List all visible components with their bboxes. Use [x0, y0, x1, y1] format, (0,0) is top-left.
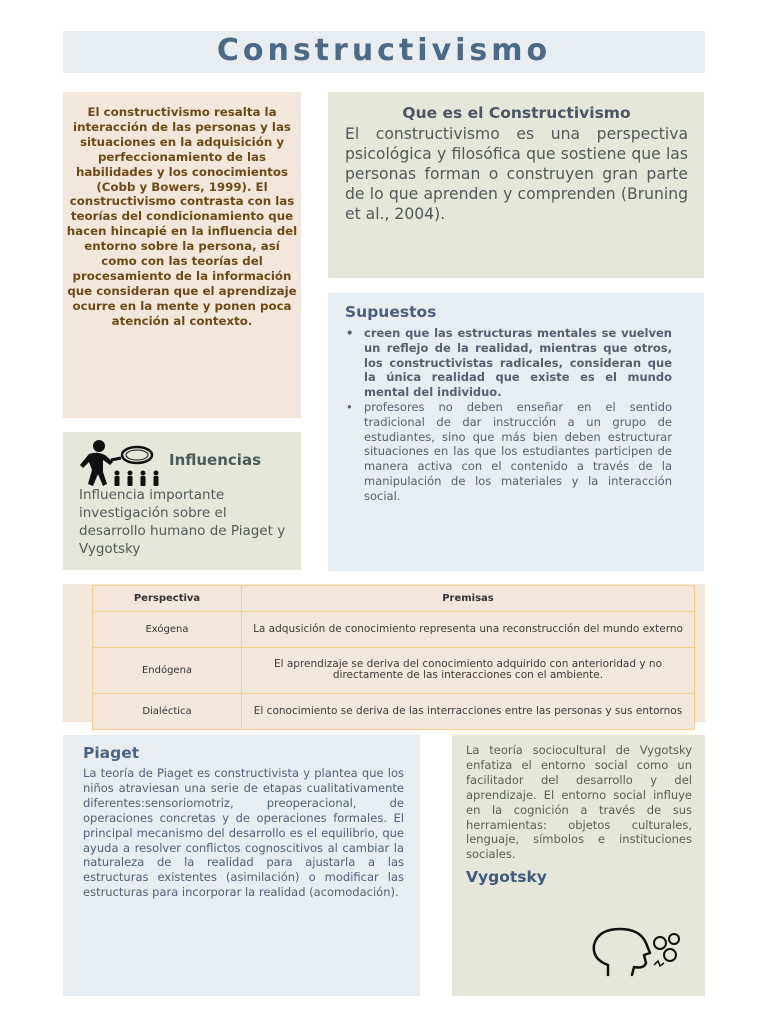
column-header: Premisas	[242, 586, 695, 612]
table-cell: El conocimiento se deriva de las interracciones entre las personas y sus entornos	[242, 693, 695, 729]
table-row	[93, 647, 695, 693]
table-cell: Dialéctica	[93, 693, 242, 729]
piaget-card	[63, 735, 420, 996]
assumption-item: • creen que las estructuras mentales se vuelven un reflejo de la realidad, mientras que otros, los constructivistas radicales, consideran que la única realidad que existe es el mundo mental del individuo.	[364, 326, 672, 400]
assumption-item: • profesores no deben enseñar en el sentido tradicional de dar instrucción a un grupo de estudiantes, sino que más bien deben estructurar situaciones en las que los estudiantes participen de manera activa con el contenido a través de la manipulación de los materiales y la interacción social.	[364, 400, 672, 504]
intro-text: El constructivismo resalta la interacción de las personas y las situaciones en la adquisición y perfeccionamiento de las habilidades y los conocimientos (Cobb y Bowers, 1999). El constructivismo contrasta con las teorías del condicionamiento que hacen hincapié en la influencia del entorno sobre la persona, así como con las teorías del procesamiento de la información que consideran que el aprendizaje ocurre en la mente y ponen poca atención al contexto.	[66, 105, 298, 328]
head-thinking-icon	[588, 925, 692, 977]
influences-card	[63, 432, 301, 570]
vygotsky-text: La teoría sociocultural de Vygotsky enfatiza el entorno social como un facilitador del desarrollo y del aprendizaje. El entorno social influye en la cognición a través de sus herramientas: objetos culturales, lenguaje, símbolos e instituciones sociales.	[466, 743, 692, 862]
definition-heading: Que es el Constructivismo	[402, 104, 631, 122]
piaget-heading: Piaget	[83, 744, 140, 762]
vygotsky-card	[452, 735, 705, 996]
assumptions-heading: Supuestos	[345, 303, 437, 321]
definition-card	[328, 92, 704, 278]
piaget-text: La teoría de Piaget es constructivista y plantea que los niños atraviesan una serie de etapas cualitativamente diferentes:sensoriomotriz, preoperacional, de operaciones concretas y de operaciones formales. El principal mecanismo del desarrollo es el equilibrio, que ayuda a resolver conflictos cognoscitivos al cambiar la naturaleza de la realidad para ajustarla a las estructuras existentes (asimilación) o modificar las estructuras para incorporar la realidad (acomodación).	[83, 766, 404, 900]
title-bar	[63, 31, 705, 73]
influences-heading: Influencias	[169, 451, 261, 469]
definition-text: El constructivismo es una perspectiva psicológica y filosófica que sostiene que las personas forman o construyen gran parte de lo que aprenden y comprenden (Bruning et al., 2004).	[345, 125, 688, 223]
assumptions-list	[345, 326, 672, 504]
table-cell: Exógena	[93, 611, 242, 647]
column-header: Perspectiva	[93, 586, 242, 612]
intro-card	[63, 92, 301, 418]
table-row	[93, 693, 695, 729]
page-title: Constructivismo	[216, 33, 552, 68]
table-row	[93, 611, 695, 647]
table-header-row	[93, 586, 695, 612]
table-cell: Endógena	[93, 647, 242, 693]
perspectives-table	[92, 585, 695, 730]
vygotsky-heading: Vygotsky	[466, 868, 547, 887]
influences-text: Influencia importante investigación sobre el desarrollo humano de Piaget y Vygotsky	[79, 487, 286, 557]
table-cell: El aprendizaje se deriva del conocimiento adquirido con anterioridad y no directamente de las interacciones con el ambiente.	[242, 647, 695, 693]
table-cell: La adqusición de conocimiento representa una reconstrucción del mundo externo	[242, 611, 695, 647]
assumptions-card	[328, 293, 704, 571]
